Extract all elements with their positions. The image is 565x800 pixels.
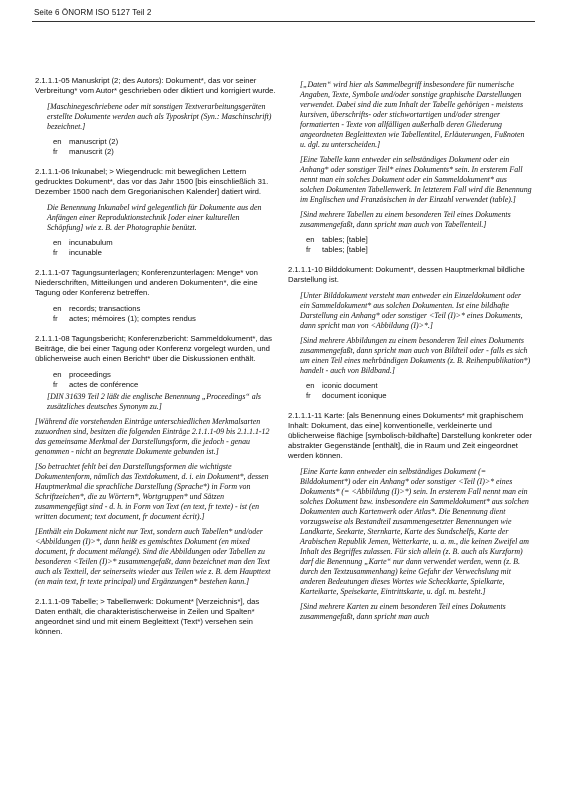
page-header: Seite 6 ÖNORM ISO 5127 Teil 2 [34, 8, 152, 17]
lang-en: en proceedings [53, 370, 111, 379]
note-darstellungsform: [Während die vorstehenden Einträge unterschiedlichen Merkmalsarten zuzuordnen sind, besitzen die folgenden Einträge 2.1.1.1-09 bis 2.1.1.1-12 das gemeinsame Merkmal der Darstellungsform, die jedoch - genau genommen - nicht an begrenzte Dokumente gebunden ist.] [35, 417, 270, 456]
lang-en: en incunabulum [53, 238, 113, 247]
note-karte: [Eine Karte kann entweder ein selbständiges Dokument (= Bilddokument*) oder ein Anhang* oder sonstiger <Teil (I)>* eines Dokuments* (= <Abbildung (I)>*) sein. In ersterem Fall nennt man ein solches Dokument bzw. insbesondere ein Sammeldokument* aus solchen Dokumenten auch Kartenwerk oder Atlas*. Die Benennung dient vorzugsweise als Bestandteil zusammengesetzter Benennungen wie Landkarte, Seekarte, Sternkarte, Karte des Sundschelfs, Karte der Arabischen Republik Jemen, Wetterkarte, u. a. m., die keinen Zweifel am Inhalt des Begriffes zulassen. Für sich allein (z. B. auch als Kurzform) darf die Benennung „Karte“ nur dann verwendet werden, wenn (z. B. durch den Textzusammenhang) keine Gefahr der Verwechslung mit anderen Bedeutungen dieses Wortes wie Scheckkarte, Spielkarte, Karteikarte, Speisekarte, Eintrittskarte, u. dgl. m. besteht.] [300, 467, 529, 596]
lang-en: en manuscript (2) [53, 137, 119, 146]
note-manuskript: [Maschinegeschriebene oder mit sonstigen Textverarbeitungsgeräten erstellte Dokumente werden auch als Typoskript (Syn.: Maschinschrift) bezeichnet.] [47, 102, 272, 131]
lang-en: en tables; [table] [306, 235, 368, 244]
note-tabellenteil: [Sind mehrere Tabellen zu einem besonderen Teil eines Dokuments zusammengefaßt, dann spricht man auch von Tabellenteil.] [300, 210, 511, 229]
note-tagungsbericht: [DIN 31639 Teil 2 läßt die englische Benennung „Proceedings“ als zusätzliches deutsches Synonym zu.] [47, 392, 261, 411]
left-column [35, 76, 277, 643]
entry-bilddokument: 2.1.1.1-10 Bilddokument: Dokument*, dessen Hauptmerkmal bildliche Darstellung ist. [288, 265, 525, 284]
entry-tagungsunterlagen: 2.1.1.1-07 Tagungsunterlagen; Konferenzunterlagen: Menge* von Niederschriften, Mitteilungen und anderen Dokumenten*, die eine Tagung oder Konferenz betreffen. [35, 268, 258, 297]
entry-tabelle: 2.1.1.1-09 Tabelle; > Tabellenwerk: Dokument* [Verzeichnis*], das Daten enthält, die charakteristischerweise in Zeilen und Spalten* angeordnet sind und mit einem Begleittext (Text*) versehen sein können. [35, 597, 260, 636]
note-textdokument: [So betrachtet fehlt bei den Darstellungsformen die wichtigste Dokumentenform, nämlich das Textdokument, d. i. ein Dokument*, dessen Hauptmerkmal die sprachliche Darstellung (Sprache*) in Form von Schriftzeichen*, die zu Wörtern*, Wortgruppen* und Sätzen zusammengefügt sind - d. h. in Form von Text (en text, fr texte) - ist (en written document; text document, fr document écrit).] [35, 462, 269, 521]
note-bildteil: [Sind mehrere Abbildungen zu einem besonderen Teil eines Dokuments zusammengefaßt, dann spricht man auch von Bildteil oder - falls es sich um einen Teil eines mehrbändigen Dokuments (z. B. Reihenpublikation*) handelt - auch von Bildband.] [300, 336, 531, 375]
entry-tagungsbericht: 2.1.1.1-08 Tagungsbericht; Konferenzbericht: Sammeldokument*, das Beiträge, die bei einer Tagung oder Konferenz vorgelegt wurden, und üblicherweise auch einen Bericht* über die Diskussionen enthält. [35, 334, 273, 363]
note-tabellenwerk: [Eine Tabelle kann entweder ein selbständiges Dokument oder ein Anhang* oder sonstiger Teil* eines Dokuments* sein. In ersterem Fall nennt man ein solches Dokument oder ein Sammeldokument* aus solchen Dokumenten Tabellenwerk. In letzterem Fall wird die Benennung im Englischen und Französischen in der Einzahl verwendet (table).] [300, 155, 532, 204]
note-kartenteil: [Sind mehrere Karten zu einem besonderen Teil eines Dokuments zusammengefaßt, dann spricht man auch [300, 602, 506, 621]
note-daten: [„Daten“ wird hier als Sammelbegriff insbesondere für numerische Angaben, Texte, Symbole und/oder sonstige graphische Darstellungen verwendet. Dabei sind die zum Inhalt der Tabelle gehörigen - meistens kursiven, überschrifts- oder stichwortartigen und/oder strenger formatierten - Texte von allfälligen außerhalb deren Gliederung angeordneten Begleittexten wie Tabellentitel, Erläuterungen, Fußnoten u. dgl. zu unterscheiden.] [300, 80, 525, 149]
lang-fr: fr actes de conférence [53, 380, 139, 389]
entry-manuskript: 2.1.1.1-05 Manuskript (2; des Autors): Dokument*, das vor seiner Verbreitung* vom Autor* geschrieben oder diktiert und korrigiert wurde. [35, 76, 276, 95]
lang-fr: fr incunable [53, 248, 102, 257]
lang-fr: fr document iconique [306, 391, 387, 400]
entry-inkunabel: 2.1.1.1-06 Inkunabel; > Wiegendruck: mit beweglichen Lettern gedrucktes Dokument*, das vor das Jahr 1500 [bis einschließlich 31. Dezember 1500 nach dem Gregorianischen Kalender] datiert wird. [35, 167, 269, 196]
header-rule [32, 21, 535, 22]
lang-fr: fr actes; mémoires (1); comptes rendus [53, 314, 196, 323]
note-bilddokument: [Unter Bilddokument versteht man entweder ein Einzeldokument oder ein Sammeldokument* aus solchen Dokumenten. Ist eine bildhafte Darstellung ein Anhang* oder sonstiger <Teil (I)>* eines Dokuments, dann spricht man von <Abbildung (I)>*.] [300, 291, 523, 330]
lang-fr: fr tables; [table] [306, 245, 368, 254]
lang-en: en iconic document [306, 381, 378, 390]
lang-en: en records; transactions [53, 304, 141, 313]
entry-karte: 2.1.1.1-11 Karte: [als Benennung eines Dokuments* mit graphischem Inhalt: Dokument, das eine] konventionelle, verkleinerte und üblicherweise flächige [symbolisch-bildhafte] Darstellung konkreter oder abstrakter Gegenstände [enthält], die in Raum und Zeit eingeordnet werden können. [288, 411, 532, 460]
lang-fr: fr manuscrit (2) [53, 147, 114, 156]
note-gemischtes-dokument: [Enthält ein Dokument nicht nur Text, sondern auch Tabellen* und/oder <Abbildungen (I)>*, dann heißt es gemischtes Dokument (en mixed document, fr document mélangé). Sind die Abbildungen oder Tabellen zu besonderen <Teilen (I)>* zusammengefaßt, dann bezeichnet man den Text auch als Textteil, der seinerseits wieder aus Teilen wie z. B. dem Haupttext (en main text, fr texte principal) und Ergänzungen* bestehen kann.] [35, 527, 271, 586]
right-column [288, 78, 532, 627]
note-inkunabel: Die Benennung Inkunabel wird gelegentlich für Dokumente aus den Anfängen einer Reproduktionstechnik [oder einer kulturellen Schöpfung] wie z. B. der Photographie benützt. [47, 203, 262, 232]
